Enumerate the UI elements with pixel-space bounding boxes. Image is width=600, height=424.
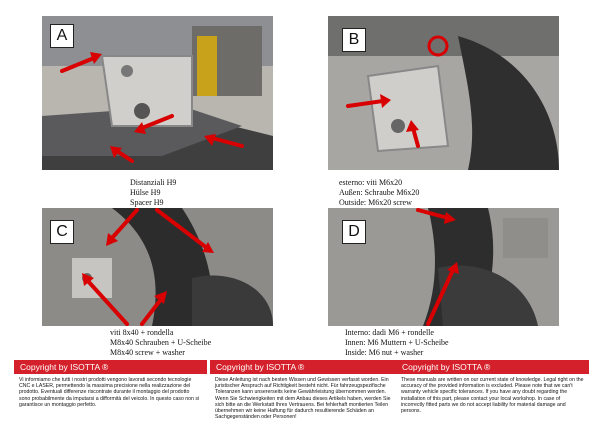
footer-heading-en: Copyright by ISOTTA ® xyxy=(396,360,589,374)
caption-m8-line-1: viti 8x40 + rondella xyxy=(110,328,174,337)
caption-m8-screw xyxy=(110,328,211,358)
photo-a-arrows xyxy=(42,16,273,170)
caption-outside-line-1: esterno: viti M6x20 xyxy=(339,178,403,187)
photo-panel-c xyxy=(42,208,273,326)
caption-spacer-line-2: Hülse H9 xyxy=(130,188,161,197)
footer-german xyxy=(210,360,403,424)
footer-text-it: Vi informiamo che tutti i nostri prodotti vengono lavorati secondo tecnologie CNC e LASER, permettendo la massima precisione nella realizzazione del prodotto. Eventuali differenze riscontrate durante il montaggio del prodotto sono probabilmente da imputarsi a difformità del veicolo. In questo caso non si garantisce un montaggio perfetto. xyxy=(19,377,200,408)
panel-letter-a: A xyxy=(50,24,74,48)
footer-text-de: Diese Anleitung ist nach besten Wissen und Gewissen verfasst worden. Ein juristischer Anspruch auf Richtigkeit besteht nicht. Für fahrzeugspezifische Toleranzen kann unsererseits keine Gewährleistung übernommen werden. Wenn Sie Schwierigkeiten mit dem Anbau dieses Artikels haben, werden Sie sich bitte an die Werkstatt Ihres Vertrauens. Bei fehlerhaft montierten Teilen übernehmen wir keine Haftung für dadurch resultierende Schäden an Sachgegenständen oder Personen! xyxy=(215,377,391,421)
footer-heading-it: Copyright by ISOTTA ® xyxy=(14,360,207,374)
caption-outside-line-3: Outside: M6x20 screw xyxy=(339,198,412,207)
panel-letter-c: C xyxy=(50,220,74,244)
caption-m8-line-3: M8x40 screw + washer xyxy=(110,348,185,357)
caption-outside-screw xyxy=(339,178,419,208)
photo-panel-b xyxy=(328,16,559,170)
caption-inside-line-1: Interno: dadi M6 + rondelle xyxy=(345,328,434,337)
caption-inside-line-2: Innen: M6 Muttern + U-Scheibe xyxy=(345,338,449,347)
photo-panel-a xyxy=(42,16,273,170)
caption-outside-line-2: Außen: Schraube M6x20 xyxy=(339,188,420,197)
caption-spacer-line-3: Spacer H9 xyxy=(130,198,164,207)
panel-letter-d: D xyxy=(342,220,366,244)
caption-inside-nut xyxy=(345,328,449,358)
photo-panel-d xyxy=(328,208,559,326)
photo-c-arrows xyxy=(42,208,273,326)
caption-spacer-line-1: Distanziali H9 xyxy=(130,178,177,187)
footer-text-en: These manuals are written on our current state of knowledge. Legal right on the accuracy of the provided information is excluded. Please note that we can't warranty vehicle specific tolerances. If you have any doubt regarding the installation of this part, please contact your local workshop. In case of incorrectly fitted parts we do not accept liability for material damage and persons. xyxy=(401,377,584,415)
footer-english xyxy=(396,360,589,424)
footer-italian xyxy=(14,360,207,424)
caption-m8-line-2: M8x40 Schrauben + U-Scheibe xyxy=(110,338,212,347)
caption-inside-line-3: Inside: M6 nut + washer xyxy=(345,348,424,357)
panel-letter-b: B xyxy=(342,28,366,52)
caption-spacer xyxy=(130,178,176,208)
footer-heading-de: Copyright by ISOTTA ® xyxy=(210,360,403,374)
